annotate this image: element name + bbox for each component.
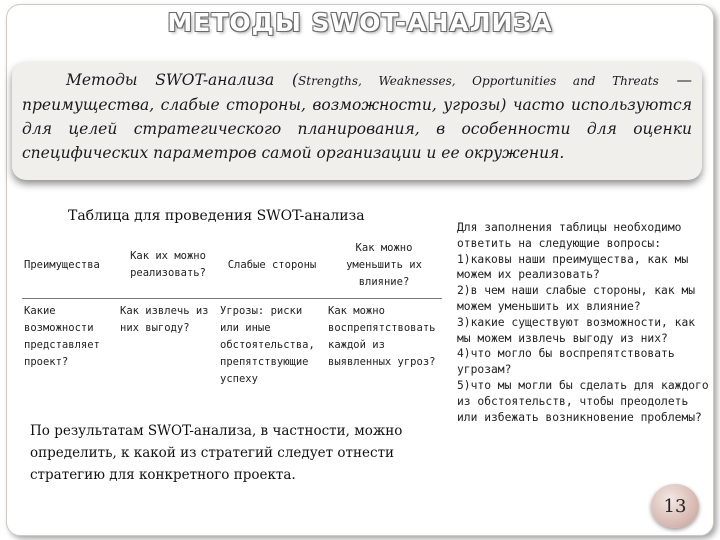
page-number-badge [651,484,699,528]
table-cell: Какие возможности представляет проект? [24,305,100,368]
question-item: 5)что мы могли бы сделать для каждого из обстоятельств, чтобы преодолеть или избежать возникновение проблемы? [457,378,709,424]
table-header-cell: Как можно уменьшить их влияние? [326,232,442,299]
intro-part1: Методы SWOT-анализа ( [66,71,299,89]
table-header-cell: Как их можно реализовать? [118,232,218,299]
table-cell: Угрозы: риски или иные обстоятельства, препятствующие успеху [220,305,315,385]
question-item: 3)какие существуют возможности, как мы можем извлечь выгоду из них? [457,315,696,345]
slide-title: МЕТОДЫ SWOT-АНАЛИЗА [167,8,553,37]
intro-text [22,68,692,165]
table-cell: Как извлечь из них выгоду? [120,305,209,334]
swot-table [22,232,442,388]
table-header-row [22,232,442,299]
questions-block [457,220,715,425]
question-item: 4)что могло бы воспрепятствовать угрозам? [457,347,675,377]
questions-intro: Для заполнения таблицы необходимо ответить на следующие вопросы: [457,221,682,250]
result-text: По результатам SWOT-анализа, в частности, можно определить, к какой из стратегий следует отнести стратегию для конкретного проекта. [30,423,403,483]
table-row [22,299,442,389]
question-item: 1)каковы наши преимущества, как мы можем их реализовать? [457,252,689,282]
table-title: Таблица для проведения SWOT-анализа [68,208,365,224]
page-number: 13 [663,495,687,517]
intro-english-terms: Strengths, Weaknesses, Opportunities and Threats [298,74,659,88]
table-cell: Как можно воспрепятствовать каждой из выявленных угроз? [328,305,436,368]
table-header-cell: Слабые стороны [218,232,326,299]
question-item: 2)в чем наши слабые стороны, как мы можем уменьшить их влияние? [457,284,696,313]
table-header-cell: Преимущества [22,232,118,299]
intro-part2: — преимущества, слабые стороны, возможности, угрозы) часто используются для целей стратегического планирования, в особенности для оценки специфических параметров самой организации и ее окружения. [22,71,692,162]
